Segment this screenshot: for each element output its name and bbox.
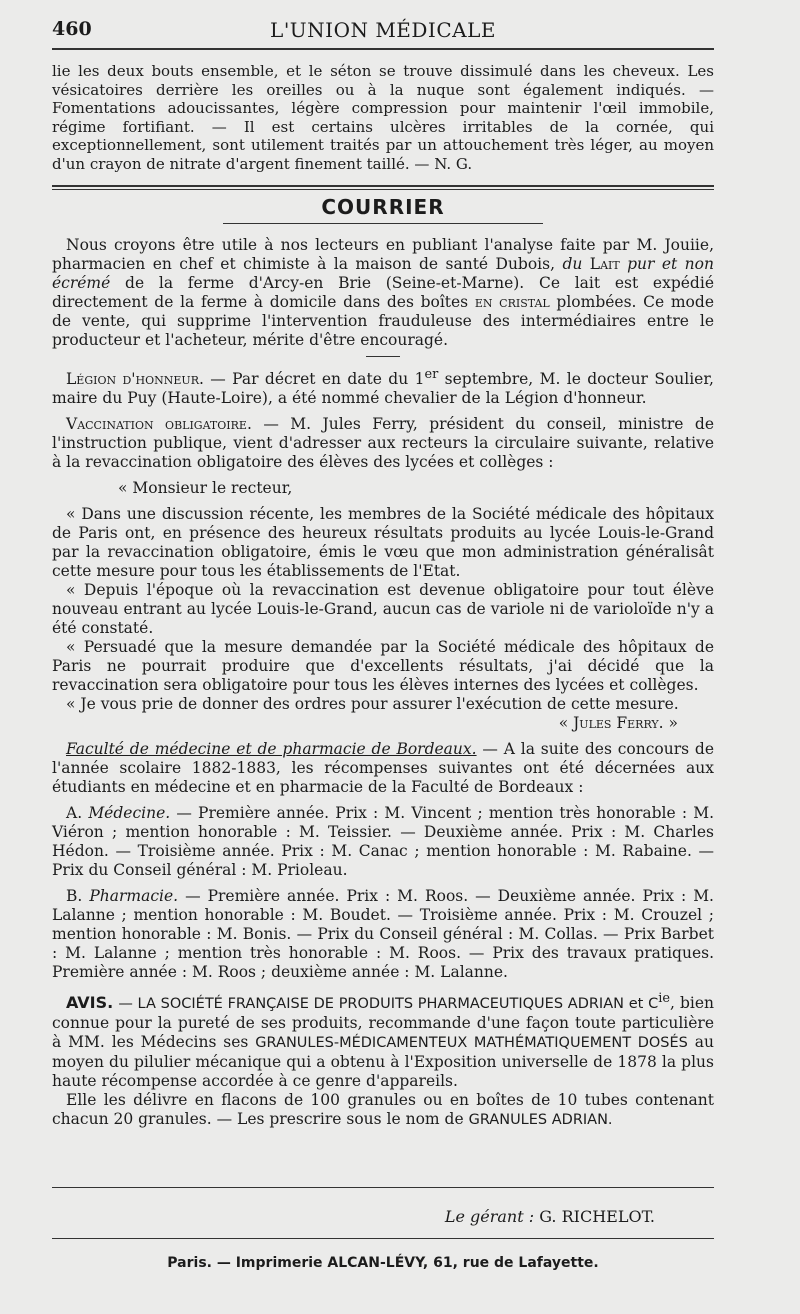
header-rule [52,48,714,50]
page-number: 460 [52,18,92,40]
letter-paragraph-2: « Depuis l'époque où la revaccination est devenue obligatoire pour tout élève nouveau entrant au lycée Louis-le-Grand, aucun cas de variole ni de varioloïde n'y a été constaté. [52,580,714,637]
title-underline [223,223,543,224]
vaccination-paragraph: Vaccination obligatoire. — M. Jules Ferry, président du conseil, ministre de l'instruction publique, vient d'adresser aux recteurs la circulaire suivante, relative à la revaccination obligatoire des élèves des lycées et collèges : [52,414,714,471]
letter-paragraph-3: « Persuadé que la mesure demandée par la Société médicale des hôpitaux de Paris ne pourrait produire que d'excellents résultats, j'ai décidé que la revaccination sera obligatoire pour tous les élèves internes des lycées et collèges. [52,637,714,694]
letter-salutation: « Monsieur le recteur, [118,478,293,497]
intro-paragraph: lie les deux bouts ensemble, et le séton se trouve dissimulé dans les cheveux. Les vésicatoires derrière les oreilles ou à la nuque sont également indiqués. — Fomentations adoucissantes, légère compression pour maintenir l'œil immobile, régime fortifiant. — Il est certains ulcères irritables de la cornée, qui exceptionnellement, sont utilement traités par un attouchement très léger, au moyen d'un crayon de nitrate d'argent finement taillé. — N. G. [52,62,714,173]
letter-signature: « Jules Ferry. » [558,713,678,732]
legion-paragraph: Légion d'honneur. — Par décret en date du 1er septembre, M. le docteur Soulier, maire du Puy (Haute-Loire), a été nommé chevalier de la Légion d'honneur. [52,366,714,407]
lait-paragraph: Nous croyons être utile à nos lecteurs en publiant l'analyse faite par M. Jouiie, pharmacien en chef et chimiste à la maison de santé Dubois, du Lait pur et non écrémé de la ferme d'Arcy-en Brie (Seine-et-Marne). Ce lait est expédié directement de la ferme à domicile dans des boîtes en cristal plombées. Ce mode de vente, qui supprime l'intervention frauduleuse des intermédiaires entre le producteur et l'acheteur, mérite d'être encouragé. [52,235,714,349]
printer-line: Paris. — Imprimerie ALCAN-LÉVY, 61, rue de Lafayette. [167,1255,599,1271]
journal-title: L'UNION MÉDICALE [270,18,496,42]
avis-paragraph-2: Elle les délivre en flacons de 100 granules ou en boîtes de 10 tubes contenant chacun 20 granules. — Les prescrire sous le nom de GRANULES ADRIAN. [52,1090,714,1128]
bordeaux-medecine: A. Médecine. — Première année. Prix : M. Vincent ; mention très honorable : M. Viéron ; mention honorable : M. Teissier. — Deuxième année. Prix : M. Charles Hédon. — Troisième année. Prix : M. Canac ; mention honorable : M. Rabaine. — Prix du Conseil général : M. Prioleau. [52,803,715,879]
letter-paragraph-1: « Dans une discussion récente, les membres de la Société médicale des hôpitaux de Paris ont, en présence des heureux résultats produits au lycée Louis-le-Grand par la revaccination obligatoire, émis le vœu que mon administration généralisât cette mesure pour tous les établissements de l'Etat. [52,504,714,580]
section-divider [52,185,714,190]
section-title: COURRIER [321,194,445,219]
footer-rule-top [52,1187,714,1188]
footer-rule-bottom [52,1238,714,1239]
letter-paragraph-4: « Je vous prie de donner des ordres pour assurer l'exécution de cette mesure. [66,694,679,713]
gerant-line: Le gérant : G. RICHELOT. [444,1207,655,1226]
bordeaux-pharmacie: B. Pharmacie. — Première année. Prix : M. Roos. — Deuxième année. Prix : M. Lalanne ; mention honorable : M. Boudet. — Troisième année. Prix : M. Crouzel ; mention honorable : M. Bonis. — Prix du Conseil général : M. Collas. — Prix Barbet : M. Lalanne ; mention très honorable : M. Roos. — Prix des travaux pratiques. Première année : M. Roos ; deuxième année : M. Lalanne. [52,886,714,981]
bordeaux-paragraph: Faculté de médecine et de pharmacie de Bordeaux. — A la suite des concours de l'année scolaire 1882-1883, les récompenses suivantes ont été décernées aux étudiants en médecine et en pharmacie de la Faculté de Bordeaux : [52,739,715,796]
page-body [52,62,714,1130]
avis-paragraph: AVIS. — LA SOCIÉTÉ FRANÇAISE DE PRODUITS PHARMACEUTIQUES ADRIAN et $C^{ie}$, bien connue pour la pureté de ses produits, recommande d'une façon toute particulière à MM. les Médecins ses GRANULES-MÉDICAMENTEUX MATHÉMATIQUEMENT DOSÉS au moyen du pilulier mécanique qui a obtenu à l'Exposition universelle de 1878 la plus haute récompense accordée à ce genre d'appareils. [52,990,715,1090]
short-rule [366,356,400,357]
page-header [52,18,714,48]
